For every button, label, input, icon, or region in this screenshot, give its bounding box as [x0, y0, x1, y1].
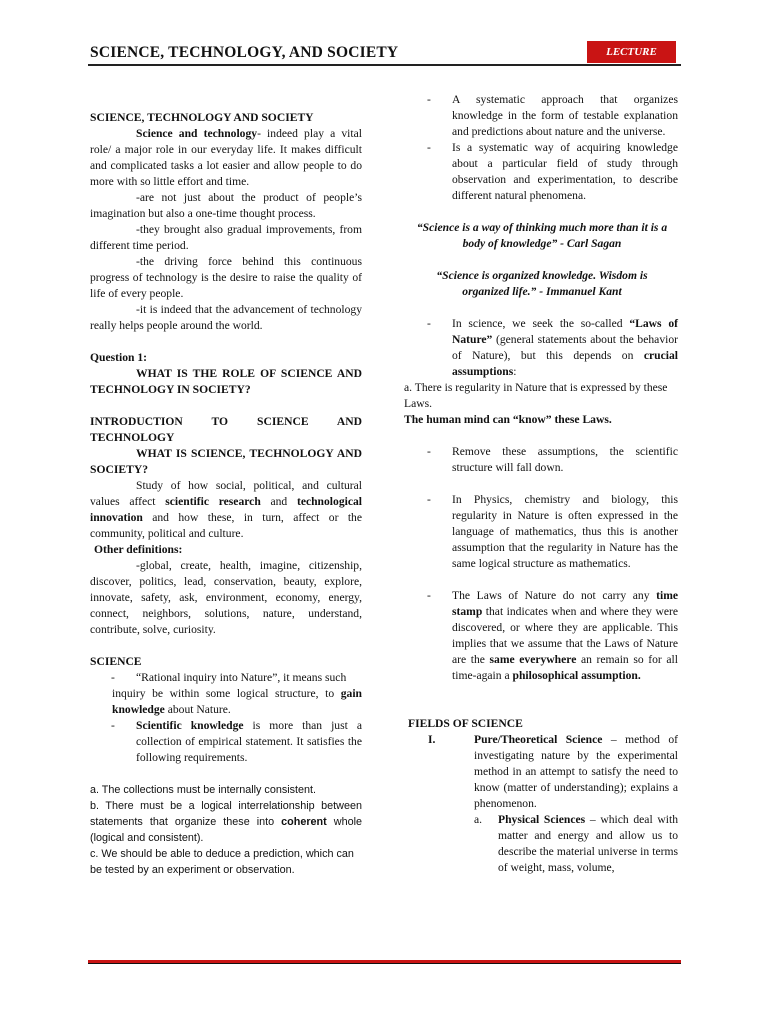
- header-rule: [88, 64, 681, 66]
- science-heading: SCIENCE: [90, 655, 142, 668]
- study-text-1: Study of how social, political, and cultural values affect: [90, 479, 362, 508]
- assumption-a: a. There is regularity in Nature that is expressed by these Laws.: [404, 381, 668, 410]
- sub-letter: a.: [474, 813, 483, 826]
- remove-assumptions-bullet: - Remove these assumptions, the scientific structure will fall down.: [406, 444, 678, 476]
- lecture-badge: LECTURE: [587, 41, 676, 63]
- laws-term: “Laws of Nature”: [452, 317, 678, 346]
- laws-text-3: :: [513, 365, 517, 378]
- assumption-b: The human mind can “know” these Laws.: [404, 413, 612, 426]
- study-term-2: technological innovation: [90, 495, 362, 524]
- physical-sciences-text: – which deal with matter and energy and allow us to describe the material universe in terms of weight, mass, volume,: [498, 813, 678, 874]
- laws-of-nature-bullet: [406, 316, 678, 380]
- time-text-1: The Laws of Nature do not carry any: [452, 589, 657, 602]
- time-text-2: that indicates when and where they were discovered, or where they are applicable. This implies that we assume that the Laws of Nature are the: [452, 605, 678, 666]
- study-paragraph: [90, 478, 362, 542]
- right-column: [406, 92, 678, 876]
- other-definitions-text: -global, create, health, imagine, citizenship, discover, politics, lead, conservation, beauty, explore, innovate, safety, ask, environment, economy, energy, connect, neighbors, solutions, nature, understand, contribute, solve, curiosity.: [90, 559, 362, 636]
- philosophical-term: philosophical assumption.: [512, 669, 641, 682]
- paragraph-2: -they brought also gradual improvements, from different time period.: [90, 223, 362, 252]
- section-heading: SCIENCE, TECHNOLOGY AND SOCIETY: [90, 111, 314, 124]
- assumptions-term: crucial assumptions: [452, 349, 678, 378]
- bullet-1-text-end: about Nature.: [164, 703, 231, 716]
- req-b-term: coherent: [281, 816, 327, 828]
- fields-heading: FIELDS OF SCIENCE: [408, 717, 523, 730]
- left-column: [90, 110, 362, 878]
- what-heading: WHAT IS SCIENCE, TECHNOLOGY AND SOCIETY?: [90, 447, 362, 476]
- science-bullet-2: [90, 718, 362, 766]
- paragraph-3: -the driving force behind this continuous progress of technology is the desire to raise the quality of life of every people.: [90, 255, 362, 300]
- laws-text-2: (general statements about the behavior of Nature), but this depends on: [452, 333, 678, 362]
- quote-kant: “Science is organized knowledge. Wisdom is organized life.” - Immanuel Kant: [436, 269, 648, 298]
- physical-sciences-term: Physical Sciences: [498, 813, 586, 826]
- question-text: WHAT IS THE ROLE OF SCIENCE AND TECHNOLOGY IN SOCIETY?: [90, 367, 362, 396]
- study-text-3: and how these, in turn, affect or the community, political and culture.: [90, 511, 362, 540]
- field-pure-science: [406, 732, 678, 812]
- requirement-b: [90, 798, 362, 846]
- bullet-2-term: Scientific knowledge: [136, 719, 244, 732]
- intro-term: Science and technology: [136, 127, 258, 140]
- req-b-text-end: whole (logical and consistent).: [90, 816, 362, 844]
- intro-paragraph: [90, 126, 362, 190]
- page-header-title: SCIENCE, TECHNOLOGY, AND SOCIETY: [90, 44, 399, 61]
- definition-2: - Is a systematic way of acquiring knowledge about a particular field of study through observation and experimentation, to describe different natural phenomena.: [406, 140, 678, 204]
- study-text-2: and: [260, 495, 297, 508]
- requirement-c: c. We should be able to deduce a prediction, which can be tested by an experiment or observation.: [90, 848, 354, 876]
- bullet-2-text: is more than just a collection of empirical statement. It satisfies the following requirements.: [136, 719, 362, 764]
- same-everywhere-term: same everywhere: [489, 653, 577, 666]
- pure-science-term: Pure/Theoretical Science: [474, 733, 603, 746]
- field-physical-sciences: [406, 812, 678, 876]
- laws-text-1: In science, we seek the so-called: [452, 317, 630, 330]
- requirement-a: a. The collections must be internally consistent.: [90, 784, 317, 796]
- paragraph-1: -are not just about the product of people’s imagination but also a one-time thought process.: [90, 191, 362, 220]
- question-label: Question 1:: [90, 351, 148, 364]
- science-bullet-1: - “Rational inquiry into Nature”, it means such: [90, 670, 362, 686]
- bullet-1-text: inquiry be within some logical structure, to: [112, 687, 341, 700]
- definition-1: - A systematic approach that organizes knowledge in the form of testable explanation and predictions about nature and the universe.: [406, 92, 678, 140]
- bullet-1-term: gain knowledge: [112, 687, 362, 716]
- pure-science-text: – method of investigating nature by the experimental method in an attempt to satisfy the need to know (matter of understanding); explains a phenomenon.: [474, 733, 678, 810]
- time-stamp-bullet: [406, 588, 678, 684]
- other-definitions-heading: Other definitions:: [94, 543, 183, 556]
- time-stamp-term: time stamp: [452, 589, 678, 618]
- req-b-text: b. There must be a logical interrelationship between statements that organize these into: [90, 800, 362, 828]
- roman-numeral: I.: [428, 733, 436, 746]
- time-text-3: an remain so for all time-again a: [452, 653, 678, 682]
- footer-rule: [88, 960, 681, 964]
- mathematics-bullet: - In Physics, chemistry and biology, this regularity in Nature is often expressed in the language of mathematics, thus this is another assumption that the regularity in Nature has the same logical structure as mathematics.: [406, 492, 678, 572]
- paragraph-4: -it is indeed that the advancement of technology really helps people around the world.: [90, 303, 362, 332]
- quote-sagan: “Science is a way of thinking much more than it is a body of knowledge” - Carl Sagan: [416, 221, 668, 250]
- science-bullet-1-cont: [90, 686, 362, 718]
- intro-heading: INTRODUCTION TO SCIENCE AND TECHNOLOGY: [90, 415, 362, 444]
- intro-text: - indeed play a vital role/ a major role in our everyday life. It makes difficult and complicated tasks a lot easier and allow people to do more with so little effort and time.: [90, 127, 362, 188]
- study-term-1: scientific research: [165, 495, 261, 508]
